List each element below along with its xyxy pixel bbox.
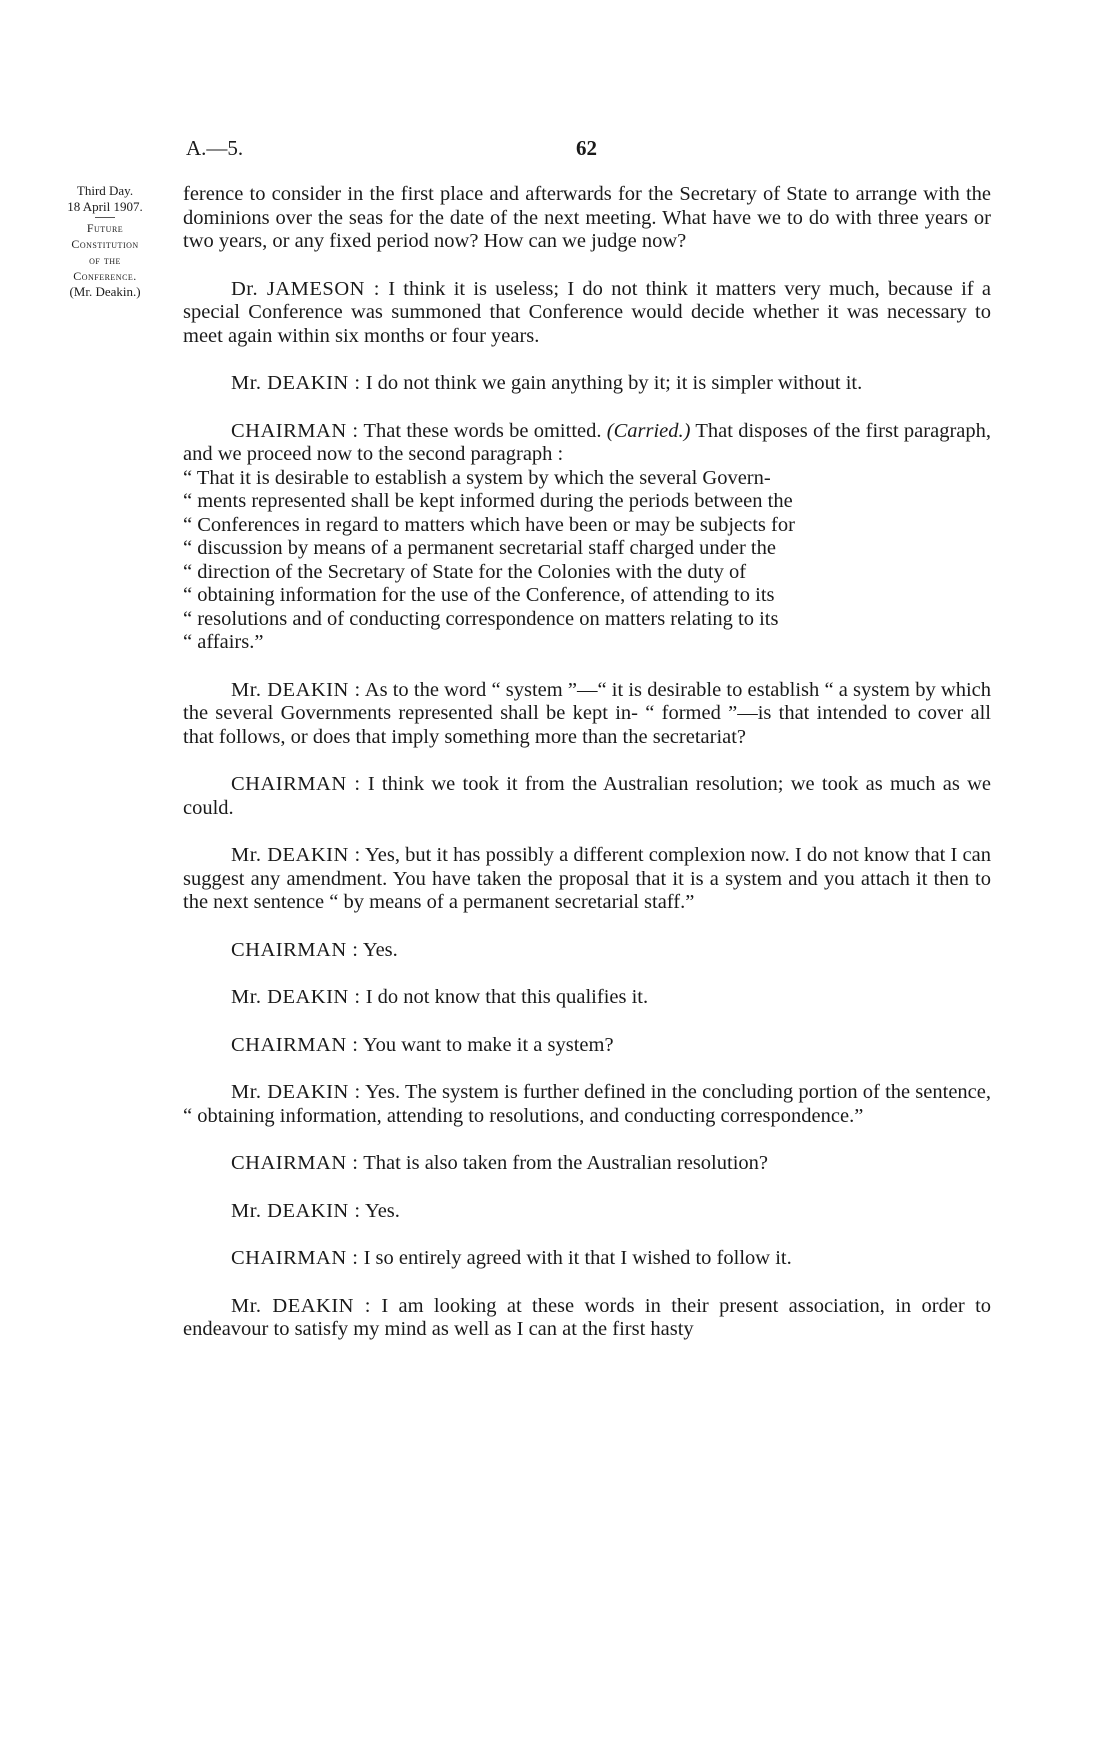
- speaker-name: Mr. DEAKIN :: [231, 986, 361, 1008]
- paragraph-continuation: [183, 183, 991, 254]
- speech-text: That these words be omitted.: [363, 419, 602, 442]
- margin-subject-line: Future: [86, 221, 124, 235]
- speech-paragraph: [183, 1152, 991, 1176]
- speech-text: I think we took it from the Australian resolution; we took as much as we could.: [183, 773, 991, 819]
- speech-text: Yes.: [364, 1199, 400, 1222]
- margin-divider: [95, 217, 115, 218]
- speech-text: Yes, but it has possibly a different complexion now. I do not know that I can suggest any amendment. You have taken the proposal that it is a system and you attach it then to the next sentence “ by means of a permanent secretarial staff.”: [183, 844, 991, 913]
- speaker-name: CHAIRMAN :: [231, 1152, 359, 1174]
- quote-line: “ affairs.”: [183, 631, 264, 653]
- carried-note: (Carried.): [606, 419, 691, 442]
- margin-subject-line: Constitution: [71, 237, 139, 251]
- margin-subject-line: Conference.: [73, 269, 137, 283]
- quote-line: “ discussion by means of a permanent secretarial staff charged under the: [183, 537, 776, 559]
- speech-text: That is also taken from the Australian resolution?: [363, 1152, 768, 1174]
- speaker-name: Mr. DEAKIN :: [231, 1199, 361, 1222]
- speech-text: As to the word “ system ”—“ it is desirable to establish “ a system by which the several Governments represented shall be kept in- “ formed ”—is that intended to cover all that follows, or does that imply something more than the secretariat?: [183, 678, 991, 748]
- speech-paragraph: [183, 679, 991, 750]
- speech-paragraph: [183, 420, 991, 655]
- speaker-name: CHAIRMAN :: [231, 1247, 359, 1269]
- speech-text: You want to make it a system?: [362, 1033, 614, 1056]
- speech-text: I am looking at these words in their present association, in order to endeavour to satisfy my mind as well as I can at the first hasty: [183, 1294, 992, 1340]
- speech-text: I do not know that this qualifies it.: [365, 986, 649, 1008]
- speech-paragraph: [183, 278, 991, 349]
- speech-text: Yes.: [362, 938, 398, 961]
- margin-note: [40, 183, 170, 300]
- quoted-resolution: [183, 467, 991, 655]
- speech-text: I so entirely agreed with it that I wished to follow it.: [363, 1247, 792, 1269]
- speaker-name: CHAIRMAN :: [231, 1033, 359, 1056]
- speech-text: I do not think we gain anything by it; it is simpler without it.: [365, 372, 863, 394]
- speaker-name: Mr. DEAKIN :: [231, 372, 361, 394]
- document-reference: A.—5.: [186, 136, 244, 160]
- speaker-name: Dr. JAMESON :: [231, 277, 380, 300]
- speech-paragraph: [183, 372, 991, 396]
- speaker-name: Mr. DEAKIN :: [231, 678, 361, 701]
- speaker-name: CHAIRMAN :: [231, 419, 359, 442]
- speech-paragraph: [183, 1200, 991, 1224]
- speech-paragraph: [183, 1247, 991, 1271]
- quote-line: “ obtaining information for the use of the Conference, of attending to its: [183, 584, 775, 606]
- speech-paragraph: [183, 773, 991, 820]
- quote-line: “ Conferences in regard to matters which have been or may be subjects for: [183, 513, 795, 536]
- quote-line: “ direction of the Secretary of State for the Colonies with the duty of: [183, 560, 747, 583]
- margin-day: Third Day.: [76, 183, 134, 198]
- speech-text: That disposes of the first paragraph, and we proceed now to the second paragraph :: [183, 419, 991, 465]
- margin-date: 18 April 1907.: [67, 199, 143, 214]
- paragraph-text: ference to consider in the first place and afterwards for the Secretary of State to arrange with the dominions over the seas for the date of the next meeting. What have we to do with three years or two years, or any fixed period now? How can we judge now?: [183, 183, 991, 252]
- speech-paragraph: [183, 1295, 991, 1342]
- speech-text: I think it is useless; I do not think it matters very much, because if a special Conference was summoned that Conference would decide whether it was necessary to meet again within six months or four years.: [183, 277, 991, 347]
- speech-paragraph: [183, 1081, 991, 1128]
- speech-paragraph: [183, 1034, 991, 1058]
- speaker-name: Mr. DEAKIN :: [231, 1294, 371, 1317]
- quote-line: “ ments represented shall be kept informed during the periods between the: [183, 490, 793, 512]
- page-header: [186, 136, 984, 166]
- speaker-name: Mr. DEAKIN :: [231, 844, 361, 866]
- speaker-name: Mr. DEAKIN :: [231, 1081, 361, 1103]
- margin-speaker: (Mr. Deakin.): [69, 284, 141, 299]
- speech-paragraph: [183, 939, 991, 963]
- page-number: 62: [576, 136, 597, 160]
- margin-subject-line: of the: [89, 253, 121, 267]
- speaker-name: CHAIRMAN :: [231, 938, 359, 961]
- speech-text: Yes. The system is further defined in the concluding portion of the sentence, “ obtaining information, attending to resolutions, and conducting correspondence.”: [183, 1081, 992, 1127]
- quote-line: “ resolutions and of conducting correspondence on matters relating to its: [183, 607, 779, 630]
- quote-line: “ That it is desirable to establish a system by which the several Govern-: [183, 466, 771, 489]
- speaker-name: CHAIRMAN :: [231, 773, 361, 795]
- speech-paragraph: [183, 986, 991, 1010]
- speech-paragraph: [183, 844, 991, 915]
- transcript-body: [183, 183, 991, 1366]
